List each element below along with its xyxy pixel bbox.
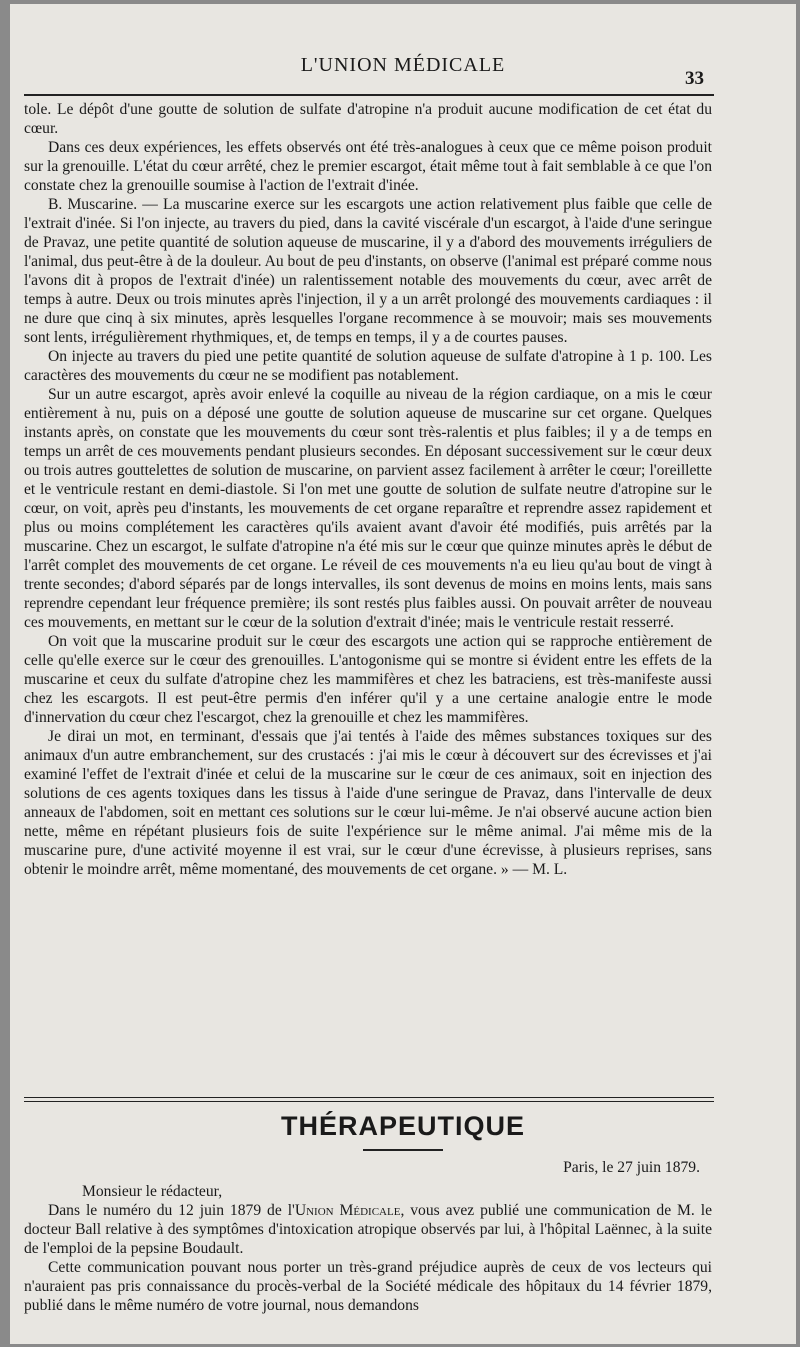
text-run: Dans le numéro du 12 juin 1879 de l' bbox=[48, 1202, 295, 1219]
journal-page bbox=[10, 4, 796, 1344]
salutation: Monsieur le rédacteur, bbox=[82, 1183, 223, 1200]
dateline: Paris, le 27 juin 1879. bbox=[563, 1159, 700, 1176]
paragraph bbox=[24, 1201, 712, 1258]
letter-body bbox=[24, 1182, 712, 1315]
paragraph: B. Muscarine. — La muscarine exerce sur les escargots une action relativement plus faible que celle de l'extrait d'inée. Si l'on injecte, au travers du pied, dans la cavité viscérale d'un escargot, à l'aide d'une seringue de Pravaz, une petite quantité de solution aqueuse de muscarine, il y a d'abord des mouvements irréguliers de l'animal, dus peut-être à de la douleur. Au bout de peu d'instants, on observe (l'animal est préparé comme nous l'avons dit à propos de l'extrait d'inée) un ralentissement notable des mouvements du cœur, avec arrêt de temps à autre. Deux ou trois minutes après l'injection, il y a un arrêt prolongé des mouvements cardiaques : il ne dure que cinq à six minutes, après lesquelles l'organe recommence à se mouvoir; mais ses mouvements sont lents, irrégulièrement rhythmiques, et, de temps en temps, il y a de courtes pauses. bbox=[24, 196, 712, 346]
header-rule bbox=[24, 94, 714, 96]
running-head: L'UNION MÉDICALE bbox=[300, 54, 506, 76]
paragraph: On voit que la muscarine produit sur le cœur des escargots une action qui se rapproche entièrement de celle qu'elle exerce sur le cœur des grenouilles. L'antogonisme qui se montre si évident entre les effets de la muscarine et ceux du sulfate d'atropine chez les mammifères et chez les batraciens, est très-manifeste aussi chez les escargots. Il est peut-être permis d'en inférer qu'il y a une certaine analogie entre le mode d'innervation du cœur chez l'escargot, chez la grenouille et chez les mammifères. bbox=[24, 633, 712, 726]
paragraph: Cette communication pouvant nous porter un très-grand préjudice auprès de ceux de vos lecteurs qui n'auraient pas pris connaissance du procès-verbal de la Société médicale des hôpitaux du 14 février 1879, publié dans le même numéro de votre journal, nous demandons bbox=[24, 1259, 712, 1314]
journal-name: Union Médicale bbox=[294, 1202, 401, 1219]
paragraph: tole. Le dépôt d'une goutte de solution de sulfate d'atropine n'a produit aucune modification de cet état du cœur. bbox=[24, 101, 712, 137]
paragraph: On injecte au travers du pied une petite quantité de solution aqueuse de sulfate d'atropine à 1 p. 100. Les caractères des mouvements du cœur ne se modifient pas notablement. bbox=[24, 348, 712, 384]
title-underline bbox=[363, 1149, 443, 1151]
section-separator bbox=[24, 1097, 714, 1102]
paragraph: Sur un autre escargot, après avoir enlevé la coquille au niveau de la région cardiaque, on a mis le cœur entièrement à nu, puis on a déposé une goutte de solution aqueuse de muscarine sur cet organe. Quelques instants après, on constate que les mouvements du cœur sont très-ralentis et plus faibles; il y a de temps en temps un arrêt de ces mouvements pendant plusieurs secondes. En déposant successivement sur le cœur deux ou trois autres gouttelettes de solution de muscarine, on parvient assez facilement à arrêter le cœur; l'oreillette et le ventricule restant en demi-diastole. Si l'on met une goutte de solution de sulfate neutre d'atropine sur le cœur, on voit, après peu d'instants, les mouvements de cet organe reparaître et reprendre assez rapidement et plus ou moins complétement les caractères qu'ils avaient avant d'avoir été modifiés, puis arrêtés par la muscarine. Chez un escargot, le sulfate d'atropine n'a été mis sur le cœur que quinze minutes après le début de l'arrêt complet des mouvements de cet organe. Le réveil de ces mouvements n'a eu lieu qu'au bout de vingt à trente secondes; d'abord séparés par de longs intervalles, ils sont devenus de moins en moins lents, mais sans reprendre cependant leur fréquence première; ils sont restés plus faibles aussi. On pouvait arrêter de nouveau ces mouvements, en mettant sur le cœur de la solution d'extrait d'inée; mais le ventricule restait resserré. bbox=[24, 386, 712, 631]
paragraph: Dans ces deux expériences, les effets observés ont été très-analogues à ceux que ce même poison produit sur la grenouille. L'état du cœur arrêté, chez le premier escargot, était même tout à fait semblable à ce que l'on constate chez la grenouille soumise à l'action de l'extrait d'inée. bbox=[24, 139, 712, 194]
section-title: THÉRAPEUTIQUE bbox=[280, 1111, 526, 1141]
paragraph: Je dirai un mot, en terminant, d'essais que j'ai tentés à l'aide des mêmes substances toxiques sur des animaux d'un autre embranchement, sur des crustacés : j'ai mis le cœur à découvert sur des écrevisses et j'ai examiné l'effet de l'extrait d'inée et celui de la muscarine sur le cœur de ces animaux, soit en injection des solutions de ces agents toxiques dans les tissus à l'aide d'une seringue de Pravaz, dans l'intervalle de deux anneaux de l'abdomen, soit en mettant ces solutions sur le cœur lui-même. Je n'ai observé aucune action bien nette, même en répétant plusieurs fois de suite l'expérience sur le même animal. J'ai même mis de la muscarine pure, d'une activité moyenne il est vrai, sur le cœur d'une écrevisse, à plusieurs reprises, sans obtenir le moindre arrêt, même momentané, des mouvements de cet organe. » — M. L. bbox=[24, 728, 712, 878]
article-continuation bbox=[24, 100, 712, 879]
text-run: , vous avez publié une communication de M. le docteur Ball relative à des symptômes d'intoxication atropique observés par lui, à l'hôpital Laënnec, à la suite de l'emploi de la pepsine Boudault. bbox=[24, 1202, 712, 1257]
page-number: 33 bbox=[685, 68, 704, 89]
